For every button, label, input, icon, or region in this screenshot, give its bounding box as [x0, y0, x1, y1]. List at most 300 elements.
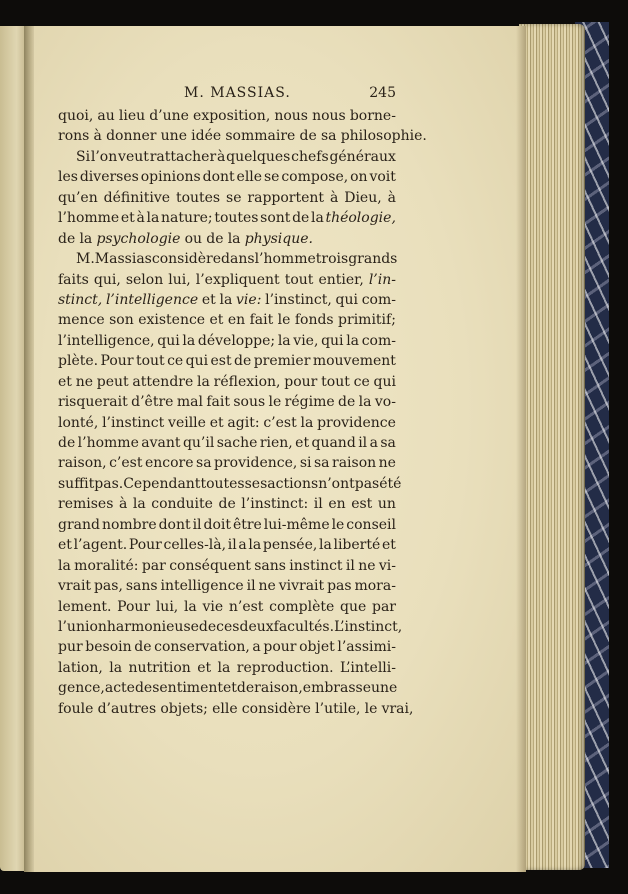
word: régime — [284, 394, 335, 411]
word: plète. — [58, 353, 99, 370]
word: veille — [168, 414, 206, 431]
word: exposition, — [193, 108, 271, 124]
word: mouvement — [312, 353, 396, 370]
word: et — [209, 312, 224, 329]
word: peut — [96, 373, 129, 390]
word: être — [232, 516, 262, 533]
word: raison — [332, 455, 377, 472]
word: dont — [158, 516, 191, 533]
word: rattacher — [149, 148, 217, 165]
word: foule — [58, 700, 94, 717]
word: opinions — [140, 169, 201, 186]
text-line — [58, 106, 396, 126]
word: vo- — [374, 394, 396, 411]
word: la — [109, 659, 123, 676]
word: grand — [58, 516, 100, 533]
word: actions — [267, 475, 319, 492]
word: M. — [76, 251, 95, 268]
word: vie — [202, 598, 224, 615]
text-line — [58, 453, 396, 473]
word: lement. — [58, 598, 112, 615]
word: la — [346, 332, 360, 349]
word: la — [146, 210, 160, 227]
word: et — [197, 659, 212, 676]
text-line — [58, 494, 396, 514]
word: fonds — [294, 312, 334, 329]
word: en — [328, 496, 346, 513]
word: pas — [354, 475, 380, 492]
word: de — [236, 680, 255, 697]
word: celles-là, — [163, 537, 227, 554]
word: est — [351, 496, 373, 513]
word: lation, — [58, 659, 103, 676]
word: liberté — [333, 537, 381, 554]
word: sa — [380, 435, 396, 451]
word: la — [79, 230, 93, 247]
word: sa — [196, 455, 212, 472]
word: compose, — [281, 169, 349, 186]
word: primitif; — [338, 312, 396, 329]
word: le — [364, 700, 378, 717]
word: que — [340, 598, 367, 615]
text-line — [58, 249, 396, 269]
word: une — [160, 128, 187, 145]
word: suffit — [58, 475, 95, 492]
text-line — [58, 658, 396, 678]
word: le — [277, 312, 291, 329]
word: et — [209, 414, 224, 431]
word: la — [310, 210, 324, 227]
word: qui — [185, 353, 209, 370]
word: nature; — [160, 210, 213, 227]
word: existence — [138, 312, 206, 329]
word: lieu — [118, 108, 146, 124]
word: avant — [141, 435, 181, 451]
word: l’expliquent — [195, 271, 280, 288]
word: grands — [348, 251, 398, 268]
word: mora- — [354, 578, 396, 595]
word: ces — [216, 618, 240, 635]
word: vivrait — [278, 578, 325, 595]
word: la — [183, 598, 197, 615]
word: et — [58, 373, 72, 390]
word: providence, — [214, 455, 298, 472]
word: la — [277, 332, 291, 349]
word: il — [345, 557, 355, 574]
word: considère — [151, 251, 222, 268]
word: le — [331, 516, 345, 533]
word: Cependant — [123, 475, 201, 492]
word: fait — [249, 312, 274, 329]
text-line — [58, 147, 396, 167]
word: tout — [284, 271, 314, 288]
word: qui — [335, 291, 358, 308]
word: donner — [106, 128, 157, 145]
word: ne — [75, 373, 93, 390]
word: à — [118, 496, 128, 513]
text-line — [58, 413, 396, 433]
word: rien, — [259, 435, 293, 451]
word: quand — [311, 435, 356, 451]
word: philosophie. — [340, 128, 427, 145]
page-header — [58, 82, 396, 106]
text-line — [58, 678, 396, 698]
text-line — [58, 270, 396, 290]
word: Dieu, — [344, 189, 382, 206]
word: l’assimi- — [337, 639, 396, 656]
text-line — [58, 310, 396, 330]
word: pas. — [94, 475, 124, 492]
word: voit — [369, 169, 396, 186]
text-line — [58, 474, 402, 494]
word: qu’il — [182, 435, 215, 451]
word: embrasse — [302, 680, 371, 697]
word: la — [217, 659, 231, 676]
word: lui, — [168, 271, 191, 288]
word: l’homme — [58, 210, 120, 227]
word: qu’en — [58, 189, 98, 206]
word: conservation, — [154, 639, 250, 656]
word: toutes — [175, 189, 221, 206]
word: agit: — [227, 414, 260, 431]
word: mal — [176, 394, 203, 411]
paragraph — [58, 106, 427, 147]
word: ne — [358, 557, 376, 574]
word: nombre — [101, 516, 157, 533]
text-line — [58, 229, 396, 249]
text-line — [58, 126, 427, 146]
word: est — [210, 353, 232, 370]
word: borne- — [349, 108, 396, 124]
word: pour — [263, 639, 297, 656]
word: physique. — [244, 230, 313, 247]
word: et — [295, 435, 310, 451]
text-line — [58, 290, 396, 310]
text-line — [58, 576, 396, 596]
word: facultés. — [273, 618, 335, 635]
word: la — [58, 557, 71, 574]
word: harmonieuse — [106, 618, 199, 635]
word: Massias — [94, 251, 152, 268]
word: besoin — [85, 639, 132, 656]
word: de — [234, 353, 252, 370]
text-line — [58, 167, 396, 187]
word: lui-même — [263, 516, 330, 533]
word: sentiment — [152, 680, 223, 697]
word: et — [201, 291, 216, 308]
word: com- — [361, 291, 396, 308]
word: moralité: — [74, 557, 139, 574]
word: considère — [241, 700, 311, 717]
word: l’intelligence, — [58, 332, 155, 349]
word: de — [299, 128, 317, 145]
page-number: 245 — [369, 85, 396, 101]
word: acte — [104, 680, 135, 697]
word: il — [227, 537, 237, 554]
word: tout — [321, 373, 350, 390]
word: par — [371, 598, 396, 615]
word: entier, — [318, 271, 364, 288]
text-line — [58, 392, 396, 412]
text-line — [58, 637, 396, 657]
word: l’homme — [254, 251, 316, 268]
word: et — [223, 680, 237, 697]
word: dans — [221, 251, 255, 268]
word: il — [358, 435, 368, 451]
word: quoi, — [58, 108, 94, 124]
paragraph — [58, 249, 414, 719]
word: de — [58, 435, 76, 451]
word: elle — [236, 169, 263, 186]
word: son — [109, 312, 134, 329]
word: qui — [157, 332, 180, 349]
word: il — [313, 496, 323, 513]
word: n’est — [228, 598, 264, 615]
word: généraux — [329, 148, 396, 165]
word: objets; — [160, 700, 208, 717]
word: Pour — [128, 537, 162, 554]
word: chefs — [291, 148, 329, 165]
word: Pour — [100, 353, 134, 370]
word: de — [134, 680, 153, 697]
word: la — [182, 332, 196, 349]
word: n’ont — [318, 475, 355, 492]
word: ce — [353, 373, 370, 390]
word: ses — [244, 475, 268, 492]
word: c’est — [109, 455, 143, 472]
text-line — [58, 556, 396, 576]
word: la — [132, 496, 146, 513]
word: réflexion, — [213, 373, 281, 390]
word: la — [318, 537, 332, 554]
word: stinct, — [58, 291, 103, 308]
word: doit — [203, 516, 231, 533]
word: qui — [373, 373, 396, 390]
word: la — [197, 373, 210, 390]
word: selon — [125, 271, 164, 288]
word: l’utile, — [315, 700, 361, 717]
word: rons — [58, 128, 90, 145]
word: la — [219, 291, 233, 308]
word: et — [120, 210, 135, 227]
text-line — [58, 351, 396, 371]
word: sa — [313, 455, 330, 472]
word: idée — [191, 128, 222, 145]
text-line — [58, 515, 396, 535]
word: de — [58, 230, 76, 247]
word: providence — [317, 414, 396, 431]
word: trois — [315, 251, 349, 268]
page-edges — [519, 24, 585, 870]
word: a — [369, 435, 378, 451]
paragraph — [58, 147, 396, 249]
word: sache — [216, 435, 258, 451]
word: d’une — [149, 108, 189, 124]
word: risquerait — [58, 394, 128, 411]
word: l’on — [90, 148, 118, 165]
word: l’union — [58, 618, 107, 635]
word: conduite — [151, 496, 213, 513]
word: L’intelli- — [340, 659, 396, 676]
text-line — [58, 372, 396, 392]
word: et — [381, 537, 396, 554]
word: l’intelligence — [105, 291, 199, 308]
word: une — [371, 680, 398, 697]
word: ne — [378, 455, 396, 472]
word: gence, — [58, 680, 105, 697]
word: toutes — [200, 475, 245, 492]
word: ce — [167, 353, 184, 370]
word: lui, — [155, 598, 179, 615]
word: l’in- — [368, 271, 396, 288]
word: nous — [274, 108, 308, 124]
word: sont — [260, 210, 291, 227]
word: le — [268, 394, 282, 411]
word: à — [387, 189, 396, 206]
word: il — [246, 578, 256, 595]
word: Si — [76, 148, 91, 165]
word: rapportent — [247, 189, 325, 206]
word: les — [58, 169, 78, 186]
word: l’agent. — [73, 537, 128, 554]
word: veut — [118, 148, 149, 165]
word: sous — [233, 394, 266, 411]
word: de — [134, 639, 152, 656]
word: ou — [184, 230, 203, 247]
word: par — [141, 557, 166, 574]
page-shadow — [516, 26, 526, 872]
word: la — [300, 414, 314, 431]
word: deux — [239, 618, 274, 635]
word: sans — [125, 578, 158, 595]
word: développe; — [197, 332, 276, 349]
word: raison, — [254, 680, 303, 697]
word: il — [192, 516, 202, 533]
word: raison, — [58, 455, 107, 472]
word: l’instinct: — [241, 496, 309, 513]
word: de — [292, 210, 310, 227]
text-line — [58, 535, 396, 555]
text-line — [58, 699, 414, 719]
word: lonté, — [58, 414, 99, 431]
word: vrait — [58, 578, 92, 595]
word: conseil — [346, 516, 396, 533]
word: dont — [202, 169, 235, 186]
word: a — [238, 537, 247, 554]
word: attendre — [132, 373, 194, 390]
word: pur — [58, 639, 83, 656]
word: d’être — [131, 394, 174, 411]
word: psychologie — [96, 230, 181, 247]
word: à — [216, 148, 226, 165]
word: se — [263, 169, 280, 186]
word: a — [252, 639, 261, 656]
word: nous — [312, 108, 346, 124]
word: de — [206, 230, 224, 247]
word: complète — [269, 598, 335, 615]
word: l’homme — [77, 435, 139, 451]
word: on — [350, 169, 368, 186]
word: vie: — [236, 291, 262, 308]
word: l’instinct, — [265, 291, 332, 308]
word: premier — [253, 353, 311, 370]
page-body-text — [58, 106, 427, 719]
word: de — [338, 394, 356, 411]
word: pas, — [93, 578, 123, 595]
word: ne — [258, 578, 276, 595]
word: pour — [284, 373, 318, 390]
word: elle — [212, 700, 238, 717]
word: la — [248, 537, 262, 554]
word: sans — [254, 557, 286, 574]
word: d’autres — [97, 700, 157, 717]
word: qui — [321, 332, 344, 349]
word: l’instinct — [102, 414, 165, 431]
word: de — [198, 618, 217, 635]
word: à — [136, 210, 145, 227]
word: nutrition — [128, 659, 191, 676]
word: et — [58, 537, 72, 554]
word: au — [97, 108, 115, 124]
word: pas — [327, 578, 352, 595]
word: diverses — [79, 169, 139, 186]
word: un — [377, 496, 396, 513]
word: vrai, — [381, 700, 414, 717]
word: instinct — [289, 557, 343, 574]
word: en — [227, 312, 246, 329]
text-line — [58, 188, 396, 208]
text-line — [58, 433, 396, 453]
word: la — [227, 230, 241, 247]
running-head: M. MASSIAS. — [184, 85, 291, 101]
text-line — [58, 617, 403, 637]
word: sa — [320, 128, 337, 145]
text-line — [58, 208, 396, 228]
word: objet — [299, 639, 335, 656]
word: se — [226, 189, 242, 206]
text-line — [58, 597, 396, 617]
word: si — [299, 455, 312, 472]
word: L’instinct, — [334, 618, 403, 635]
word: faits — [58, 271, 89, 288]
word: définitive — [103, 189, 171, 206]
word: intelligence — [160, 578, 244, 595]
word: conséquent — [169, 557, 251, 574]
word: à — [329, 189, 339, 206]
word: été — [379, 475, 402, 492]
word: com- — [361, 332, 396, 349]
word: qui, — [93, 271, 121, 288]
word: vi- — [378, 557, 396, 574]
text-line — [58, 331, 396, 351]
word: encore — [144, 455, 194, 472]
word: toutes — [214, 210, 259, 227]
word: quelques — [226, 148, 291, 165]
word: vie, — [293, 332, 319, 349]
word: reproduction. — [236, 659, 334, 676]
word: à — [93, 128, 102, 145]
word: remises — [58, 496, 114, 513]
word: tout — [135, 353, 165, 370]
word: de — [218, 496, 236, 513]
word: la — [358, 394, 372, 411]
word: théologie, — [325, 210, 396, 227]
word: Pour — [117, 598, 151, 615]
word: pensée, — [262, 537, 318, 554]
word: fait — [206, 394, 230, 411]
word: mence — [58, 312, 105, 329]
word: c’est — [263, 414, 297, 431]
